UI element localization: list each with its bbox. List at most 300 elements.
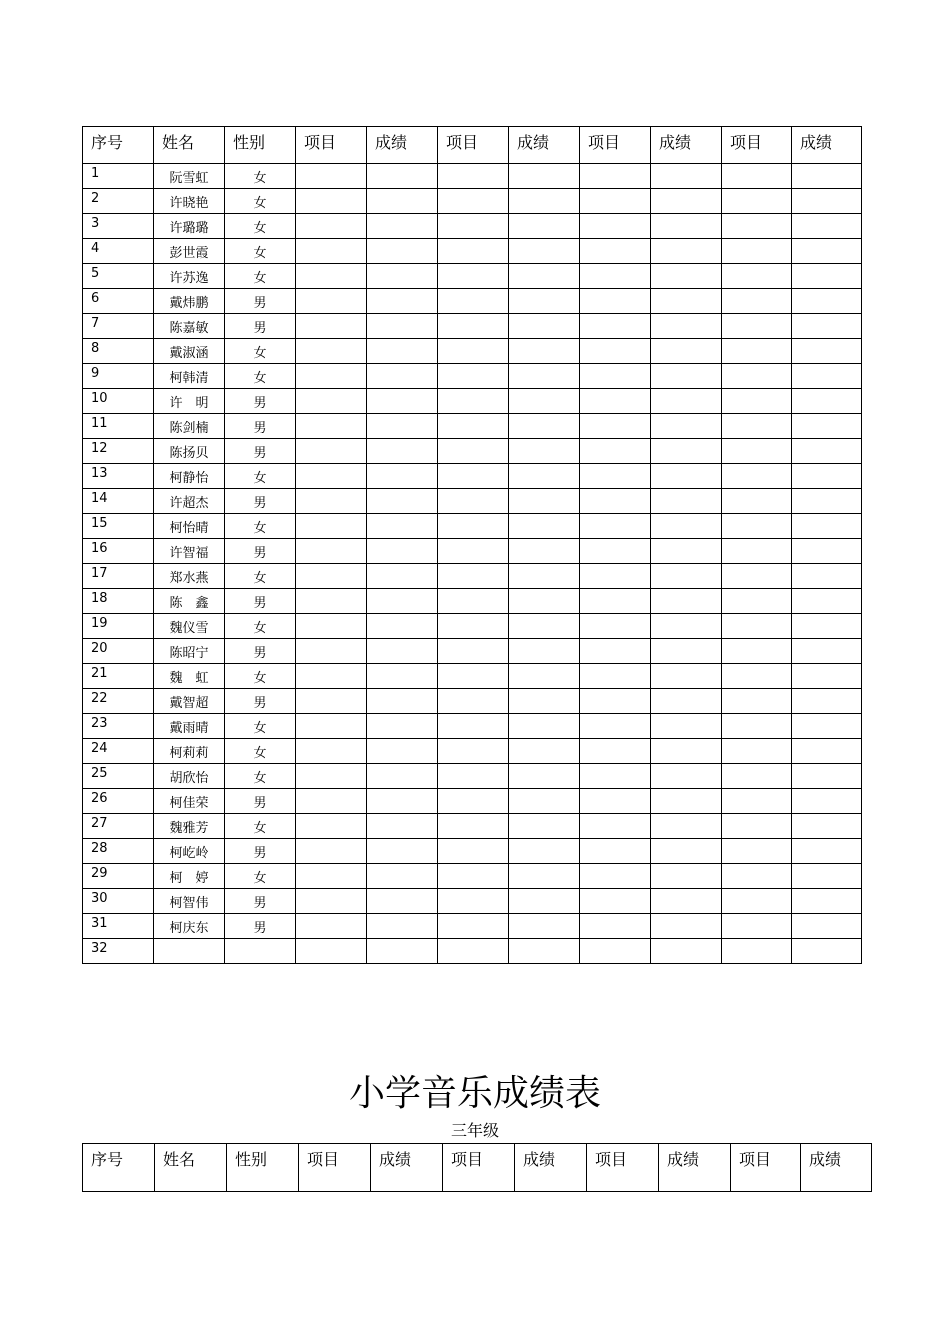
- header-cell-score: 成绩: [659, 1144, 731, 1192]
- item-cell: [296, 239, 367, 264]
- item-cell: [296, 464, 367, 489]
- student-name: 许晓艳: [154, 189, 225, 214]
- student-gender: 女: [225, 664, 296, 689]
- item-cell: [580, 914, 651, 939]
- student-name: 陈剑楠: [154, 414, 225, 439]
- table-row: [83, 364, 862, 389]
- item-cell: [722, 514, 792, 539]
- score-cell: [792, 739, 862, 764]
- item-cell: [438, 539, 509, 564]
- item-cell: [438, 839, 509, 864]
- score-cell: [651, 189, 722, 214]
- row-number: 10: [83, 389, 154, 414]
- header-cell-item: 项目: [587, 1144, 659, 1192]
- item-cell: [296, 939, 367, 964]
- table-row: [83, 839, 862, 864]
- student-gender: 女: [225, 239, 296, 264]
- item-cell: [580, 839, 651, 864]
- score-cell: [792, 489, 862, 514]
- score-cell: [509, 864, 580, 889]
- item-cell: [722, 189, 792, 214]
- score-cell: [509, 689, 580, 714]
- score-cell: [509, 639, 580, 664]
- student-gender: 男: [225, 789, 296, 814]
- score-cell: [792, 864, 862, 889]
- student-name: 陈嘉敏: [154, 314, 225, 339]
- table-row: [83, 639, 862, 664]
- item-cell: [296, 589, 367, 614]
- score-cell: [509, 439, 580, 464]
- score-cell: [509, 839, 580, 864]
- item-cell: [438, 664, 509, 689]
- table-row: [83, 939, 862, 964]
- item-cell: [438, 614, 509, 639]
- row-number: 6: [83, 289, 154, 314]
- table-row: [83, 714, 862, 739]
- score-cell: [367, 789, 438, 814]
- score-cell: [651, 414, 722, 439]
- row-number: 29: [83, 864, 154, 889]
- score-cell: [792, 889, 862, 914]
- item-cell: [296, 614, 367, 639]
- score-cell: [509, 614, 580, 639]
- student-gender: 男: [225, 889, 296, 914]
- score-cell: [367, 164, 438, 189]
- score-cell: [651, 464, 722, 489]
- score-cell: [651, 764, 722, 789]
- item-cell: [580, 689, 651, 714]
- student-gender: 女: [225, 214, 296, 239]
- student-name: 柯韩清: [154, 364, 225, 389]
- item-cell: [438, 439, 509, 464]
- item-cell: [722, 639, 792, 664]
- score-cell: [651, 439, 722, 464]
- item-cell: [580, 589, 651, 614]
- score-cell: [651, 689, 722, 714]
- score-cell: [792, 639, 862, 664]
- item-cell: [580, 164, 651, 189]
- student-gender: 男: [225, 839, 296, 864]
- student-gender: 男: [225, 414, 296, 439]
- item-cell: [438, 639, 509, 664]
- item-cell: [438, 739, 509, 764]
- score-cell: [367, 289, 438, 314]
- score-cell: [792, 414, 862, 439]
- score-cell: [651, 864, 722, 889]
- row-number: 14: [83, 489, 154, 514]
- item-cell: [722, 364, 792, 389]
- row-number: 1: [83, 164, 154, 189]
- student-name: 彭世霞: [154, 239, 225, 264]
- row-number: 28: [83, 839, 154, 864]
- score-cell: [651, 389, 722, 414]
- row-number: 26: [83, 789, 154, 814]
- item-cell: [438, 389, 509, 414]
- score-cell: [651, 914, 722, 939]
- item-cell: [296, 564, 367, 589]
- item-cell: [296, 489, 367, 514]
- row-number: 4: [83, 239, 154, 264]
- student-gender: 男: [225, 314, 296, 339]
- header-cell-score: 成绩: [792, 127, 862, 164]
- score-cell: [651, 789, 722, 814]
- header-cell-gender: 性别: [227, 1144, 299, 1192]
- item-cell: [296, 639, 367, 664]
- score-cell: [509, 464, 580, 489]
- row-number: 8: [83, 339, 154, 364]
- item-cell: [296, 889, 367, 914]
- row-number: 13: [83, 464, 154, 489]
- score-cell: [792, 564, 862, 589]
- student-name: 柯佳荣: [154, 789, 225, 814]
- student-name: 柯莉莉: [154, 739, 225, 764]
- score-cell: [367, 464, 438, 489]
- item-cell: [438, 164, 509, 189]
- row-number: 20: [83, 639, 154, 664]
- score-cell: [792, 239, 862, 264]
- score-cell: [509, 814, 580, 839]
- row-number: 11: [83, 414, 154, 439]
- item-cell: [296, 339, 367, 364]
- score-cell: [651, 839, 722, 864]
- item-cell: [296, 264, 367, 289]
- item-cell: [296, 814, 367, 839]
- score-cell: [509, 539, 580, 564]
- score-cell: [792, 264, 862, 289]
- header-cell-item: 项目: [296, 127, 367, 164]
- score-cell: [792, 914, 862, 939]
- student-name: 戴淑涵: [154, 339, 225, 364]
- score-cell: [509, 714, 580, 739]
- item-cell: [580, 389, 651, 414]
- item-cell: [580, 339, 651, 364]
- item-cell: [580, 789, 651, 814]
- score-cell: [792, 189, 862, 214]
- table-row: [83, 664, 862, 689]
- header-cell-score: 成绩: [801, 1144, 872, 1192]
- student-name: 戴智超: [154, 689, 225, 714]
- item-cell: [296, 439, 367, 464]
- score-cell: [367, 939, 438, 964]
- student-gender: 女: [225, 164, 296, 189]
- table-row: [83, 914, 862, 939]
- score-cell: [367, 564, 438, 589]
- grade-subtitle: 三年级: [450, 1121, 499, 1140]
- item-cell: [580, 314, 651, 339]
- row-number: 21: [83, 664, 154, 689]
- item-cell: [580, 414, 651, 439]
- score-cell: [367, 264, 438, 289]
- item-cell: [438, 864, 509, 889]
- row-number: 19: [83, 614, 154, 639]
- second-roster-table: [82, 1143, 872, 1192]
- table-row: [83, 889, 862, 914]
- student-name: 柯 婷: [154, 864, 225, 889]
- item-cell: [722, 339, 792, 364]
- score-cell: [367, 739, 438, 764]
- table-row: [83, 764, 862, 789]
- header-cell-score: 成绩: [371, 1144, 443, 1192]
- item-cell: [722, 864, 792, 889]
- item-cell: [722, 539, 792, 564]
- item-cell: [580, 814, 651, 839]
- score-cell: [792, 689, 862, 714]
- item-cell: [722, 489, 792, 514]
- score-cell: [367, 414, 438, 439]
- row-number: 24: [83, 739, 154, 764]
- table-row: [83, 614, 862, 639]
- score-cell: [367, 889, 438, 914]
- table-row: [83, 389, 862, 414]
- item-cell: [438, 364, 509, 389]
- item-cell: [580, 564, 651, 589]
- student-name: 陈 鑫: [154, 589, 225, 614]
- score-cell: [509, 189, 580, 214]
- item-cell: [722, 414, 792, 439]
- score-cell: [651, 214, 722, 239]
- item-cell: [296, 414, 367, 439]
- row-number: 16: [83, 539, 154, 564]
- header-cell-name: 姓名: [155, 1144, 227, 1192]
- item-cell: [438, 314, 509, 339]
- item-cell: [580, 639, 651, 664]
- score-cell: [651, 289, 722, 314]
- item-cell: [580, 889, 651, 914]
- header-cell-name: 姓名: [154, 127, 225, 164]
- item-cell: [722, 589, 792, 614]
- item-cell: [438, 289, 509, 314]
- score-cell: [651, 614, 722, 639]
- student-name: 戴炜鹏: [154, 289, 225, 314]
- table-row: [83, 464, 862, 489]
- item-cell: [722, 839, 792, 864]
- header-cell-item: 项目: [443, 1144, 515, 1192]
- item-cell: [296, 389, 367, 414]
- table-row: [83, 739, 862, 764]
- score-cell: [509, 764, 580, 789]
- score-cell: [509, 939, 580, 964]
- score-cell: [367, 364, 438, 389]
- score-cell: [367, 614, 438, 639]
- item-cell: [722, 939, 792, 964]
- row-number: 22: [83, 689, 154, 714]
- item-cell: [580, 714, 651, 739]
- student-name: 许 明: [154, 389, 225, 414]
- student-gender: 男: [225, 439, 296, 464]
- header-cell-score: 成绩: [515, 1144, 587, 1192]
- score-cell: [792, 214, 862, 239]
- row-number: 31: [83, 914, 154, 939]
- roster-header-row: [83, 127, 862, 164]
- student-name: 许苏逸: [154, 264, 225, 289]
- score-cell: [651, 264, 722, 289]
- item-cell: [722, 614, 792, 639]
- score-cell: [509, 414, 580, 439]
- table-row: [83, 214, 862, 239]
- item-cell: [722, 889, 792, 914]
- table-row: [83, 814, 862, 839]
- score-cell: [651, 664, 722, 689]
- score-cell: [651, 589, 722, 614]
- student-gender: 男: [225, 539, 296, 564]
- item-cell: [722, 439, 792, 464]
- score-cell: [509, 789, 580, 814]
- item-cell: [722, 164, 792, 189]
- score-cell: [651, 889, 722, 914]
- score-cell: [367, 539, 438, 564]
- score-cell: [367, 914, 438, 939]
- score-cell: [792, 464, 862, 489]
- row-number: 7: [83, 314, 154, 339]
- score-cell: [509, 239, 580, 264]
- student-name: 魏仪雪: [154, 614, 225, 639]
- score-cell: [509, 564, 580, 589]
- score-cell: [792, 339, 862, 364]
- student-gender: 女: [225, 464, 296, 489]
- score-cell: [367, 689, 438, 714]
- student-name: 戴雨晴: [154, 714, 225, 739]
- score-cell: [509, 264, 580, 289]
- score-cell: [651, 239, 722, 264]
- score-cell: [367, 339, 438, 364]
- score-cell: [651, 714, 722, 739]
- item-cell: [580, 189, 651, 214]
- student-gender: 男: [225, 914, 296, 939]
- item-cell: [438, 589, 509, 614]
- score-cell: [509, 214, 580, 239]
- item-cell: [580, 739, 651, 764]
- student-gender: 女: [225, 364, 296, 389]
- student-gender: 女: [225, 264, 296, 289]
- score-cell: [651, 364, 722, 389]
- row-number: 12: [83, 439, 154, 464]
- item-cell: [722, 389, 792, 414]
- student-name: 阮雪虹: [154, 164, 225, 189]
- item-cell: [296, 714, 367, 739]
- item-cell: [438, 214, 509, 239]
- student-gender: 女: [225, 739, 296, 764]
- row-number: 15: [83, 514, 154, 539]
- score-cell: [792, 714, 862, 739]
- score-cell: [792, 164, 862, 189]
- score-cell: [651, 489, 722, 514]
- student-name: 许璐璐: [154, 214, 225, 239]
- item-cell: [722, 314, 792, 339]
- score-cell: [367, 864, 438, 889]
- table-row: [83, 439, 862, 464]
- header-cell-item: 项目: [580, 127, 651, 164]
- item-cell: [296, 739, 367, 764]
- score-cell: [509, 889, 580, 914]
- score-cell: [509, 314, 580, 339]
- student-name: 胡欣怡: [154, 764, 225, 789]
- item-cell: [722, 564, 792, 589]
- student-gender: 男: [225, 389, 296, 414]
- student-gender: 女: [225, 339, 296, 364]
- item-cell: [580, 289, 651, 314]
- item-cell: [580, 539, 651, 564]
- item-cell: [296, 539, 367, 564]
- item-cell: [296, 789, 367, 814]
- item-cell: [722, 689, 792, 714]
- score-cell: [651, 539, 722, 564]
- score-cell: [792, 789, 862, 814]
- table-row: [83, 414, 862, 439]
- item-cell: [438, 339, 509, 364]
- student-gender: 女: [225, 514, 296, 539]
- student-gender: 男: [225, 289, 296, 314]
- roster-table: [82, 126, 862, 964]
- item-cell: [438, 189, 509, 214]
- student-gender: 女: [225, 189, 296, 214]
- item-cell: [296, 839, 367, 864]
- table-row: [83, 864, 862, 889]
- item-cell: [580, 939, 651, 964]
- score-cell: [651, 564, 722, 589]
- header-cell-score: 成绩: [509, 127, 580, 164]
- item-cell: [580, 364, 651, 389]
- score-cell: [367, 714, 438, 739]
- score-cell: [792, 314, 862, 339]
- table-row: [83, 239, 862, 264]
- student-name: 陈昭宁: [154, 639, 225, 664]
- item-cell: [438, 939, 509, 964]
- score-cell: [367, 839, 438, 864]
- item-cell: [580, 664, 651, 689]
- header-cell-index: 序号: [83, 127, 154, 164]
- table-row: [83, 339, 862, 364]
- score-cell: [367, 189, 438, 214]
- score-cell: [367, 664, 438, 689]
- table-row: [83, 189, 862, 214]
- item-cell: [438, 414, 509, 439]
- item-cell: [580, 239, 651, 264]
- item-cell: [722, 239, 792, 264]
- item-cell: [438, 814, 509, 839]
- score-cell: [792, 514, 862, 539]
- row-number: 25: [83, 764, 154, 789]
- table-row: [83, 689, 862, 714]
- item-cell: [722, 214, 792, 239]
- item-cell: [580, 614, 651, 639]
- score-cell: [509, 339, 580, 364]
- item-cell: [296, 214, 367, 239]
- item-cell: [580, 439, 651, 464]
- item-cell: [296, 664, 367, 689]
- score-cell: [509, 664, 580, 689]
- row-number: 23: [83, 714, 154, 739]
- score-cell: [651, 339, 722, 364]
- student-name: 柯智伟: [154, 889, 225, 914]
- item-cell: [580, 214, 651, 239]
- score-cell: [792, 614, 862, 639]
- score-cell: [509, 289, 580, 314]
- score-cell: [792, 764, 862, 789]
- item-cell: [296, 764, 367, 789]
- item-cell: [438, 714, 509, 739]
- student-name: 陈扬贝: [154, 439, 225, 464]
- table-row: [83, 314, 862, 339]
- score-cell: [509, 364, 580, 389]
- item-cell: [722, 789, 792, 814]
- score-cell: [792, 814, 862, 839]
- item-cell: [722, 664, 792, 689]
- score-cell: [367, 514, 438, 539]
- page-title: 小学音乐成绩表: [348, 1073, 601, 1114]
- score-cell: [792, 589, 862, 614]
- table-row: [83, 564, 862, 589]
- score-cell: [792, 439, 862, 464]
